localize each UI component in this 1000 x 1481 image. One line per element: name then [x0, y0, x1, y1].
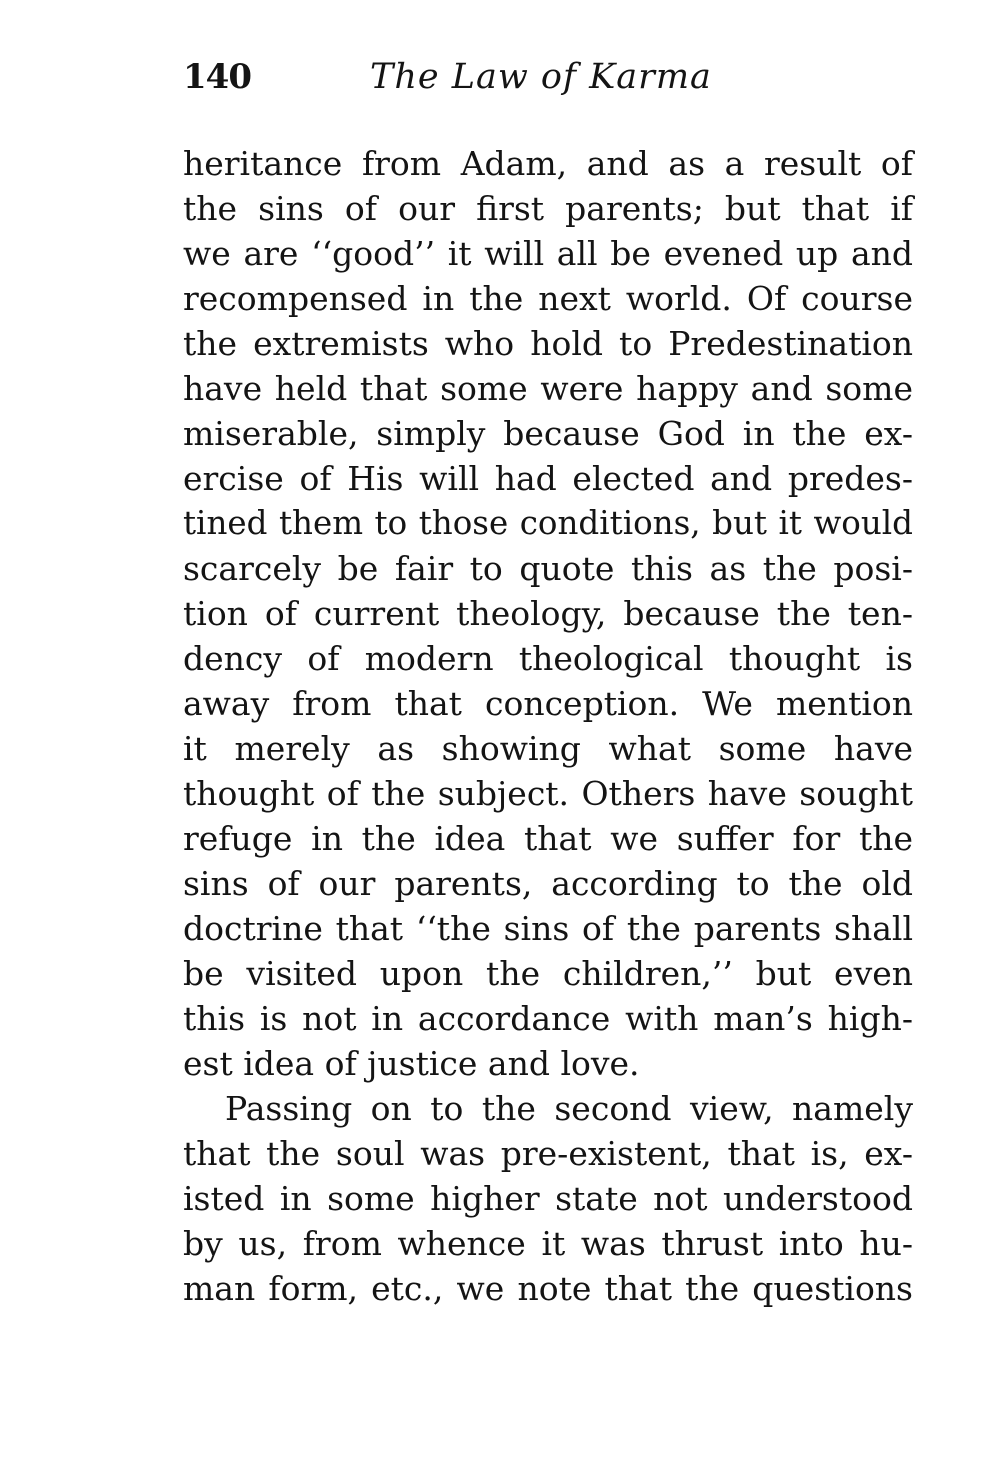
paragraph-2 — [183, 1086, 913, 1311]
text-line: miserable, simply because God in the ex- — [183, 414, 913, 453]
text-line: recompensed in the next world. Of course — [183, 279, 913, 318]
text-line: tined them to those conditions, but it would — [183, 504, 913, 542]
text-line: the sins of our first parents; but that if — [183, 189, 913, 228]
text-line: tion of current theology, because the ten- — [183, 594, 913, 633]
text-line: sins of our parents, according to the old — [183, 864, 913, 903]
text-line: ercise of His will had elected and predes- — [183, 459, 913, 498]
text-line: away from that conception. We mention — [183, 684, 913, 723]
text-line: man form, etc., we note that the questions — [183, 1269, 913, 1308]
text-line: isted in some higher state not understood — [183, 1179, 913, 1218]
text-line: this is not in accordance with man’s high- — [183, 999, 913, 1038]
running-title: The Law of Karma — [370, 57, 712, 97]
text-line: dency of modern theological thought is — [183, 639, 913, 678]
text-line: be visited upon the children,’’ but even — [183, 954, 913, 993]
text-line: refuge in the idea that we suffer for the — [183, 819, 913, 858]
text-line: it merely as showing what some have — [183, 729, 913, 768]
text-line: by us, from whence it was thrust into hu- — [183, 1224, 913, 1263]
text-line: have held that some were happy and some — [183, 369, 913, 408]
text-line: we are ‘‘good’’ it will all be evened up and — [183, 234, 913, 273]
text-line: that the soul was pre-existent, that is, ex- — [183, 1134, 913, 1173]
page-number: 140 — [183, 57, 251, 97]
paragraph-1 — [183, 141, 913, 1086]
text-line: the extremists who hold to Predestination — [183, 324, 913, 363]
text-line: doctrine that ‘‘the sins of the parents shall — [183, 909, 913, 948]
text-line: thought of the subject. Others have sought — [183, 774, 913, 813]
text-line: est idea of justice and love. — [183, 1044, 640, 1083]
body-text — [183, 141, 913, 1311]
text-line: Passing on to the second view, namely — [225, 1089, 913, 1128]
text-line: heritance from Adam, and as a result of — [183, 144, 913, 183]
running-head — [183, 52, 913, 102]
text-line: scarcely be fair to quote this as the posi- — [183, 549, 913, 588]
